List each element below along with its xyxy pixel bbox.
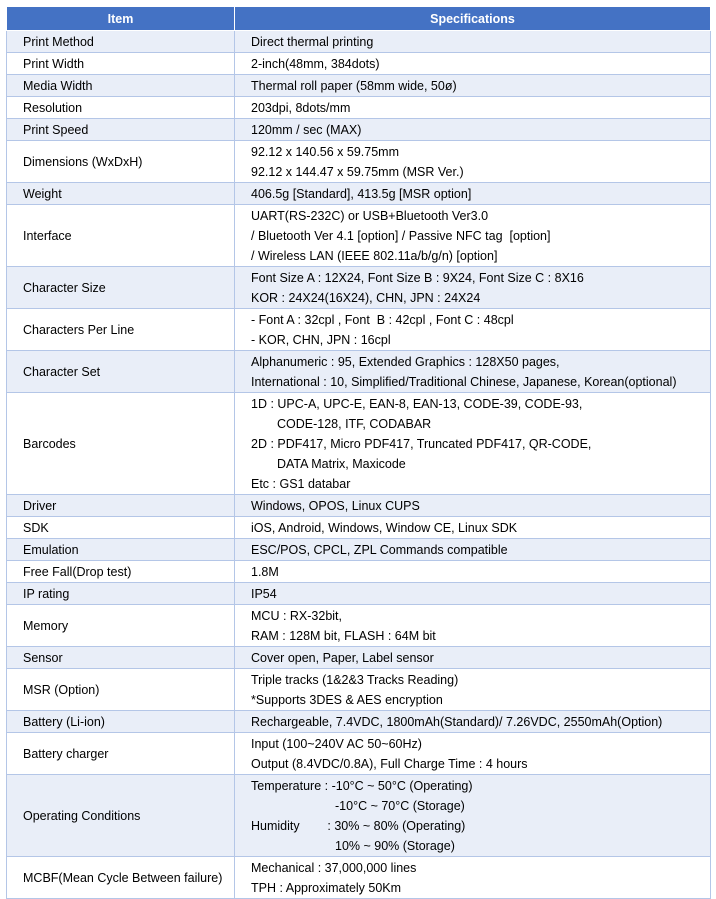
spec-value-line: 92.12 x 140.56 x 59.75mm (251, 144, 400, 159)
table-row (7, 141, 711, 183)
spec-value-cell (235, 53, 711, 75)
spec-value-line: Etc : GS1 databar (251, 476, 351, 491)
spec-value-cell (235, 583, 711, 605)
table-header-row (7, 7, 711, 31)
spec-value-line: Windows, OPOS, Linux CUPS (251, 498, 420, 513)
table-row (7, 119, 711, 141)
column-header-specifications: Specifications (235, 7, 711, 31)
spec-item-label: Driver (7, 495, 235, 517)
spec-value-cell (235, 31, 711, 53)
spec-item-label: Resolution (7, 97, 235, 119)
spec-value-line: Font Size A : 12X24, Font Size B : 9X24, Font Size C : 8X16 (251, 270, 584, 285)
spec-table (6, 6, 711, 899)
spec-item-label: Print Width (7, 53, 235, 75)
spec-value-line: Humidity : 30% ~ 80% (Operating) (251, 818, 466, 833)
table-row (7, 97, 711, 119)
spec-item-label: Character Size (7, 267, 235, 309)
spec-value-line: 120mm / sec (MAX) (251, 122, 362, 137)
spec-value-cell (235, 517, 711, 539)
spec-value-line: / Wireless LAN (IEEE 802.11a/b/g/n) [option] (251, 248, 498, 263)
spec-item-label: Operating Conditions (7, 775, 235, 857)
table-row (7, 267, 711, 309)
table-row (7, 857, 711, 899)
table-row (7, 583, 711, 605)
spec-value-cell (235, 495, 711, 517)
spec-value-cell (235, 539, 711, 561)
spec-value-line: - KOR, CHN, JPN : 16cpl (251, 332, 391, 347)
spec-value-line: ESC/POS, CPCL, ZPL Commands compatible (251, 542, 508, 557)
table-row (7, 733, 711, 775)
spec-item-label: Memory (7, 605, 235, 647)
spec-item-label: Barcodes (7, 393, 235, 495)
spec-table-body (7, 31, 711, 899)
spec-value-cell (235, 561, 711, 583)
table-row (7, 31, 711, 53)
spec-table-container (6, 6, 710, 899)
spec-item-label: SDK (7, 517, 235, 539)
table-row (7, 775, 711, 857)
spec-value-cell (235, 97, 711, 119)
spec-item-label: Weight (7, 183, 235, 205)
spec-value-line: KOR : 24X24(16X24), CHN, JPN : 24X24 (251, 290, 481, 305)
spec-value-line: *Supports 3DES & AES encryption (251, 692, 443, 707)
spec-value-cell (235, 393, 711, 495)
table-row (7, 517, 711, 539)
spec-item-label: Free Fall(Drop test) (7, 561, 235, 583)
spec-value-line: Triple tracks (1&2&3 Tracks Reading) (251, 672, 459, 687)
spec-value-line: 1D : UPC-A, UPC-E, EAN-8, EAN-13, CODE-39, CODE-93, (251, 396, 583, 411)
table-row (7, 393, 711, 495)
spec-item-label: Characters Per Line (7, 309, 235, 351)
spec-item-label: Media Width (7, 75, 235, 97)
spec-value-line: Mechanical : 37,000,000 lines (251, 860, 417, 875)
spec-item-label: Sensor (7, 647, 235, 669)
spec-value-line: MCU : RX-32bit, (251, 608, 342, 623)
spec-item-label: IP rating (7, 583, 235, 605)
spec-value-line: Rechargeable, 7.4VDC, 1800mAh(Standard)/ 7.26VDC, 2550mAh(Option) (251, 714, 663, 729)
spec-value-line: 2-inch(48mm, 384dots) (251, 56, 380, 71)
spec-value-line: 10% ~ 90% (Storage) (335, 838, 455, 853)
spec-value-line: Alphanumeric : 95, Extended Graphics : 128X50 pages, (251, 354, 560, 369)
spec-value-line: 2D : PDF417, Micro PDF417, Truncated PDF417, QR-CODE, (251, 436, 592, 451)
spec-value-line: CODE-128, ITF, CODABAR (277, 416, 432, 431)
spec-value-cell (235, 351, 711, 393)
spec-value-cell (235, 183, 711, 205)
spec-value-line: -10°C ~ 70°C (Storage) (335, 798, 465, 813)
spec-value-line: Output (8.4VDC/0.8A), Full Charge Time : 4 hours (251, 756, 528, 771)
spec-item-label: Interface (7, 205, 235, 267)
table-row (7, 53, 711, 75)
spec-value-line: DATA Matrix, Maxicode (277, 456, 406, 471)
spec-value-line: 92.12 x 144.47 x 59.75mm (MSR Ver.) (251, 164, 464, 179)
spec-value-cell (235, 141, 711, 183)
spec-value-line: TPH : Approximately 50Km (251, 880, 402, 895)
spec-value-line: UART(RS-232C) or USB+Bluetooth Ver3.0 (251, 208, 489, 223)
table-row (7, 351, 711, 393)
spec-item-label: Emulation (7, 539, 235, 561)
table-row (7, 539, 711, 561)
table-row (7, 75, 711, 97)
spec-value-cell (235, 119, 711, 141)
spec-value-cell (235, 775, 711, 857)
spec-value-cell (235, 309, 711, 351)
spec-value-cell (235, 669, 711, 711)
spec-value-line: Cover open, Paper, Label sensor (251, 650, 434, 665)
spec-value-cell (235, 605, 711, 647)
spec-item-label: MCBF(Mean Cycle Between failure) (7, 857, 235, 899)
spec-value-line: 203dpi, 8dots/mm (251, 100, 351, 115)
spec-value-line: Temperature : -10°C ~ 50°C (Operating) (251, 778, 473, 793)
spec-item-label: Battery (Li-ion) (7, 711, 235, 733)
spec-value-line: Thermal roll paper (58mm wide, 50ø) (251, 78, 457, 93)
spec-value-cell (235, 205, 711, 267)
spec-value-line: RAM : 128M bit, FLASH : 64M bit (251, 628, 436, 643)
table-row (7, 647, 711, 669)
column-header-item: Item (7, 7, 235, 31)
spec-value-line: Input (100~240V AC 50~60Hz) (251, 736, 422, 751)
spec-value-cell (235, 267, 711, 309)
spec-value-line: iOS, Android, Windows, Window CE, Linux SDK (251, 520, 518, 535)
spec-value-line: - Font A : 32cpl , Font B : 42cpl , Font C : 48cpl (251, 312, 514, 327)
spec-item-label: Battery charger (7, 733, 235, 775)
spec-item-label: Print Speed (7, 119, 235, 141)
table-row (7, 495, 711, 517)
spec-value-line: 1.8M (251, 564, 279, 579)
table-row (7, 561, 711, 583)
spec-value-cell (235, 75, 711, 97)
table-row (7, 205, 711, 267)
spec-value-cell (235, 857, 711, 899)
spec-item-label: Character Set (7, 351, 235, 393)
table-row (7, 605, 711, 647)
spec-value-line: / Bluetooth Ver 4.1 [option] / Passive NFC tag [option] (251, 228, 551, 243)
spec-value-cell (235, 733, 711, 775)
spec-item-label: Print Method (7, 31, 235, 53)
table-row (7, 669, 711, 711)
table-row (7, 711, 711, 733)
spec-value-line: 406.5g [Standard], 413.5g [MSR option] (251, 186, 472, 201)
spec-value-line: IP54 (251, 586, 277, 601)
spec-value-cell (235, 647, 711, 669)
spec-value-line: International : 10, Simplified/Traditional Chinese, Japanese, Korean(optional) (251, 374, 677, 389)
spec-item-label: MSR (Option) (7, 669, 235, 711)
table-row (7, 309, 711, 351)
spec-value-cell (235, 711, 711, 733)
table-row (7, 183, 711, 205)
spec-value-line: Direct thermal printing (251, 34, 374, 49)
spec-item-label: Dimensions (WxDxH) (7, 141, 235, 183)
